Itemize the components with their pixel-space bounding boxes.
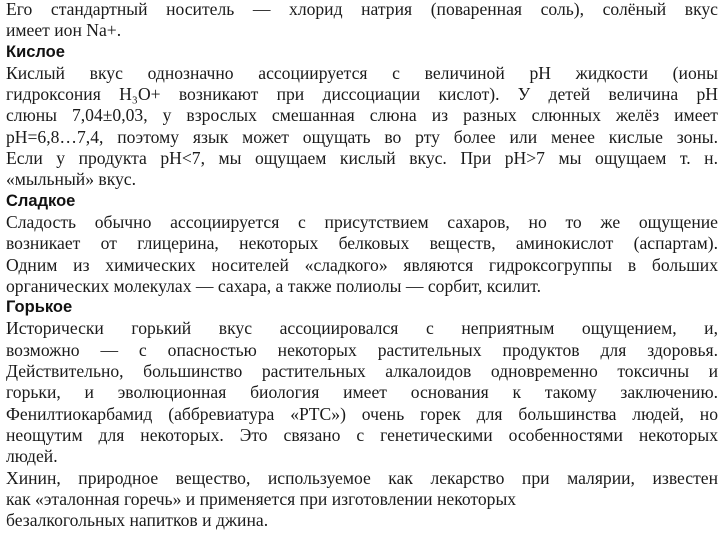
bitter-line-2: возможно — с опасностью некоторых растительных продуктов для здоровья. <box>6 339 718 360</box>
sour-line-2: гидроксония H₃O+ возникают при диссоциации кислот). У детей величина pH <box>6 84 718 105</box>
sour-line-6: «мыльный» вкус. <box>6 169 137 190</box>
sweet-line-3: Одним из химических носителей «сладкого» являются гидроксогруппы в больших <box>6 254 718 275</box>
bitter-line-4: горьки, и эволюционная биология имеет основания к такому заключению. <box>6 382 718 403</box>
intro-line-2: имеет ион Na+. <box>6 20 122 41</box>
sour-line-5: Если у продукта pH<7, мы ощущаем кислый вкус. При pH>7 мы ощущаем т. н. <box>6 148 718 169</box>
heading-sour: Кислое <box>6 42 65 61</box>
bitter-line-7: людей. <box>6 446 58 467</box>
sweet-line-1: Сладость обычно ассоциируется с присутствием сахаров, но то же ощущение <box>6 211 718 232</box>
heading-sweet: Сладкое <box>6 191 76 210</box>
bitter-line-1: Исторически горький вкус ассоциировался с неприятным ощущением, и, <box>6 318 718 339</box>
sweet-line-4: органических молекулах — сахара, а также полиолы — сорбит, ксилит. <box>6 275 542 296</box>
bitter-line-6: неощутим для некоторых. Это связано с генетическими особенностями некоторых <box>6 424 718 445</box>
sour-line-3: слюны 7,04±0,03, у взрослых смешанная слюна из разных слюнных желёз имеет <box>6 105 718 126</box>
bitter-line-5: Фенилтиокарбамид (аббревиатура «PTC») очень горек для большинства людей, но <box>6 403 718 424</box>
heading-bitter: Горькое <box>6 298 73 317</box>
bitter-line-9: как «эталонная горечь» и применяется при изготовлении некоторых <box>6 488 517 509</box>
bitter-line-3: Действительно, большинство растительных алкалоидов одновременно токсичны и <box>6 361 718 382</box>
document-text <box>6 0 718 531</box>
intro-line-1: Его стандартный носитель — хлорид натрия (поваренная соль), солёный вкус <box>6 0 718 19</box>
sour-line-4: pH=6,8…7,4, поэтому язык может ощущать во рту более или менее кислые зоны. <box>6 126 718 147</box>
bitter-line-10: безалкогольных напитков и джина. <box>6 510 269 531</box>
sour-line-1: Кислый вкус однозначно ассоциируется с величиной pH жидкости (ионы <box>6 62 718 83</box>
bitter-line-8: Хинин, природное вещество, используемое как лекарство при малярии, известен <box>6 467 718 488</box>
sweet-line-2: возникает от глицерина, некоторых белковых веществ, аминокислот (аспартам). <box>6 233 718 254</box>
